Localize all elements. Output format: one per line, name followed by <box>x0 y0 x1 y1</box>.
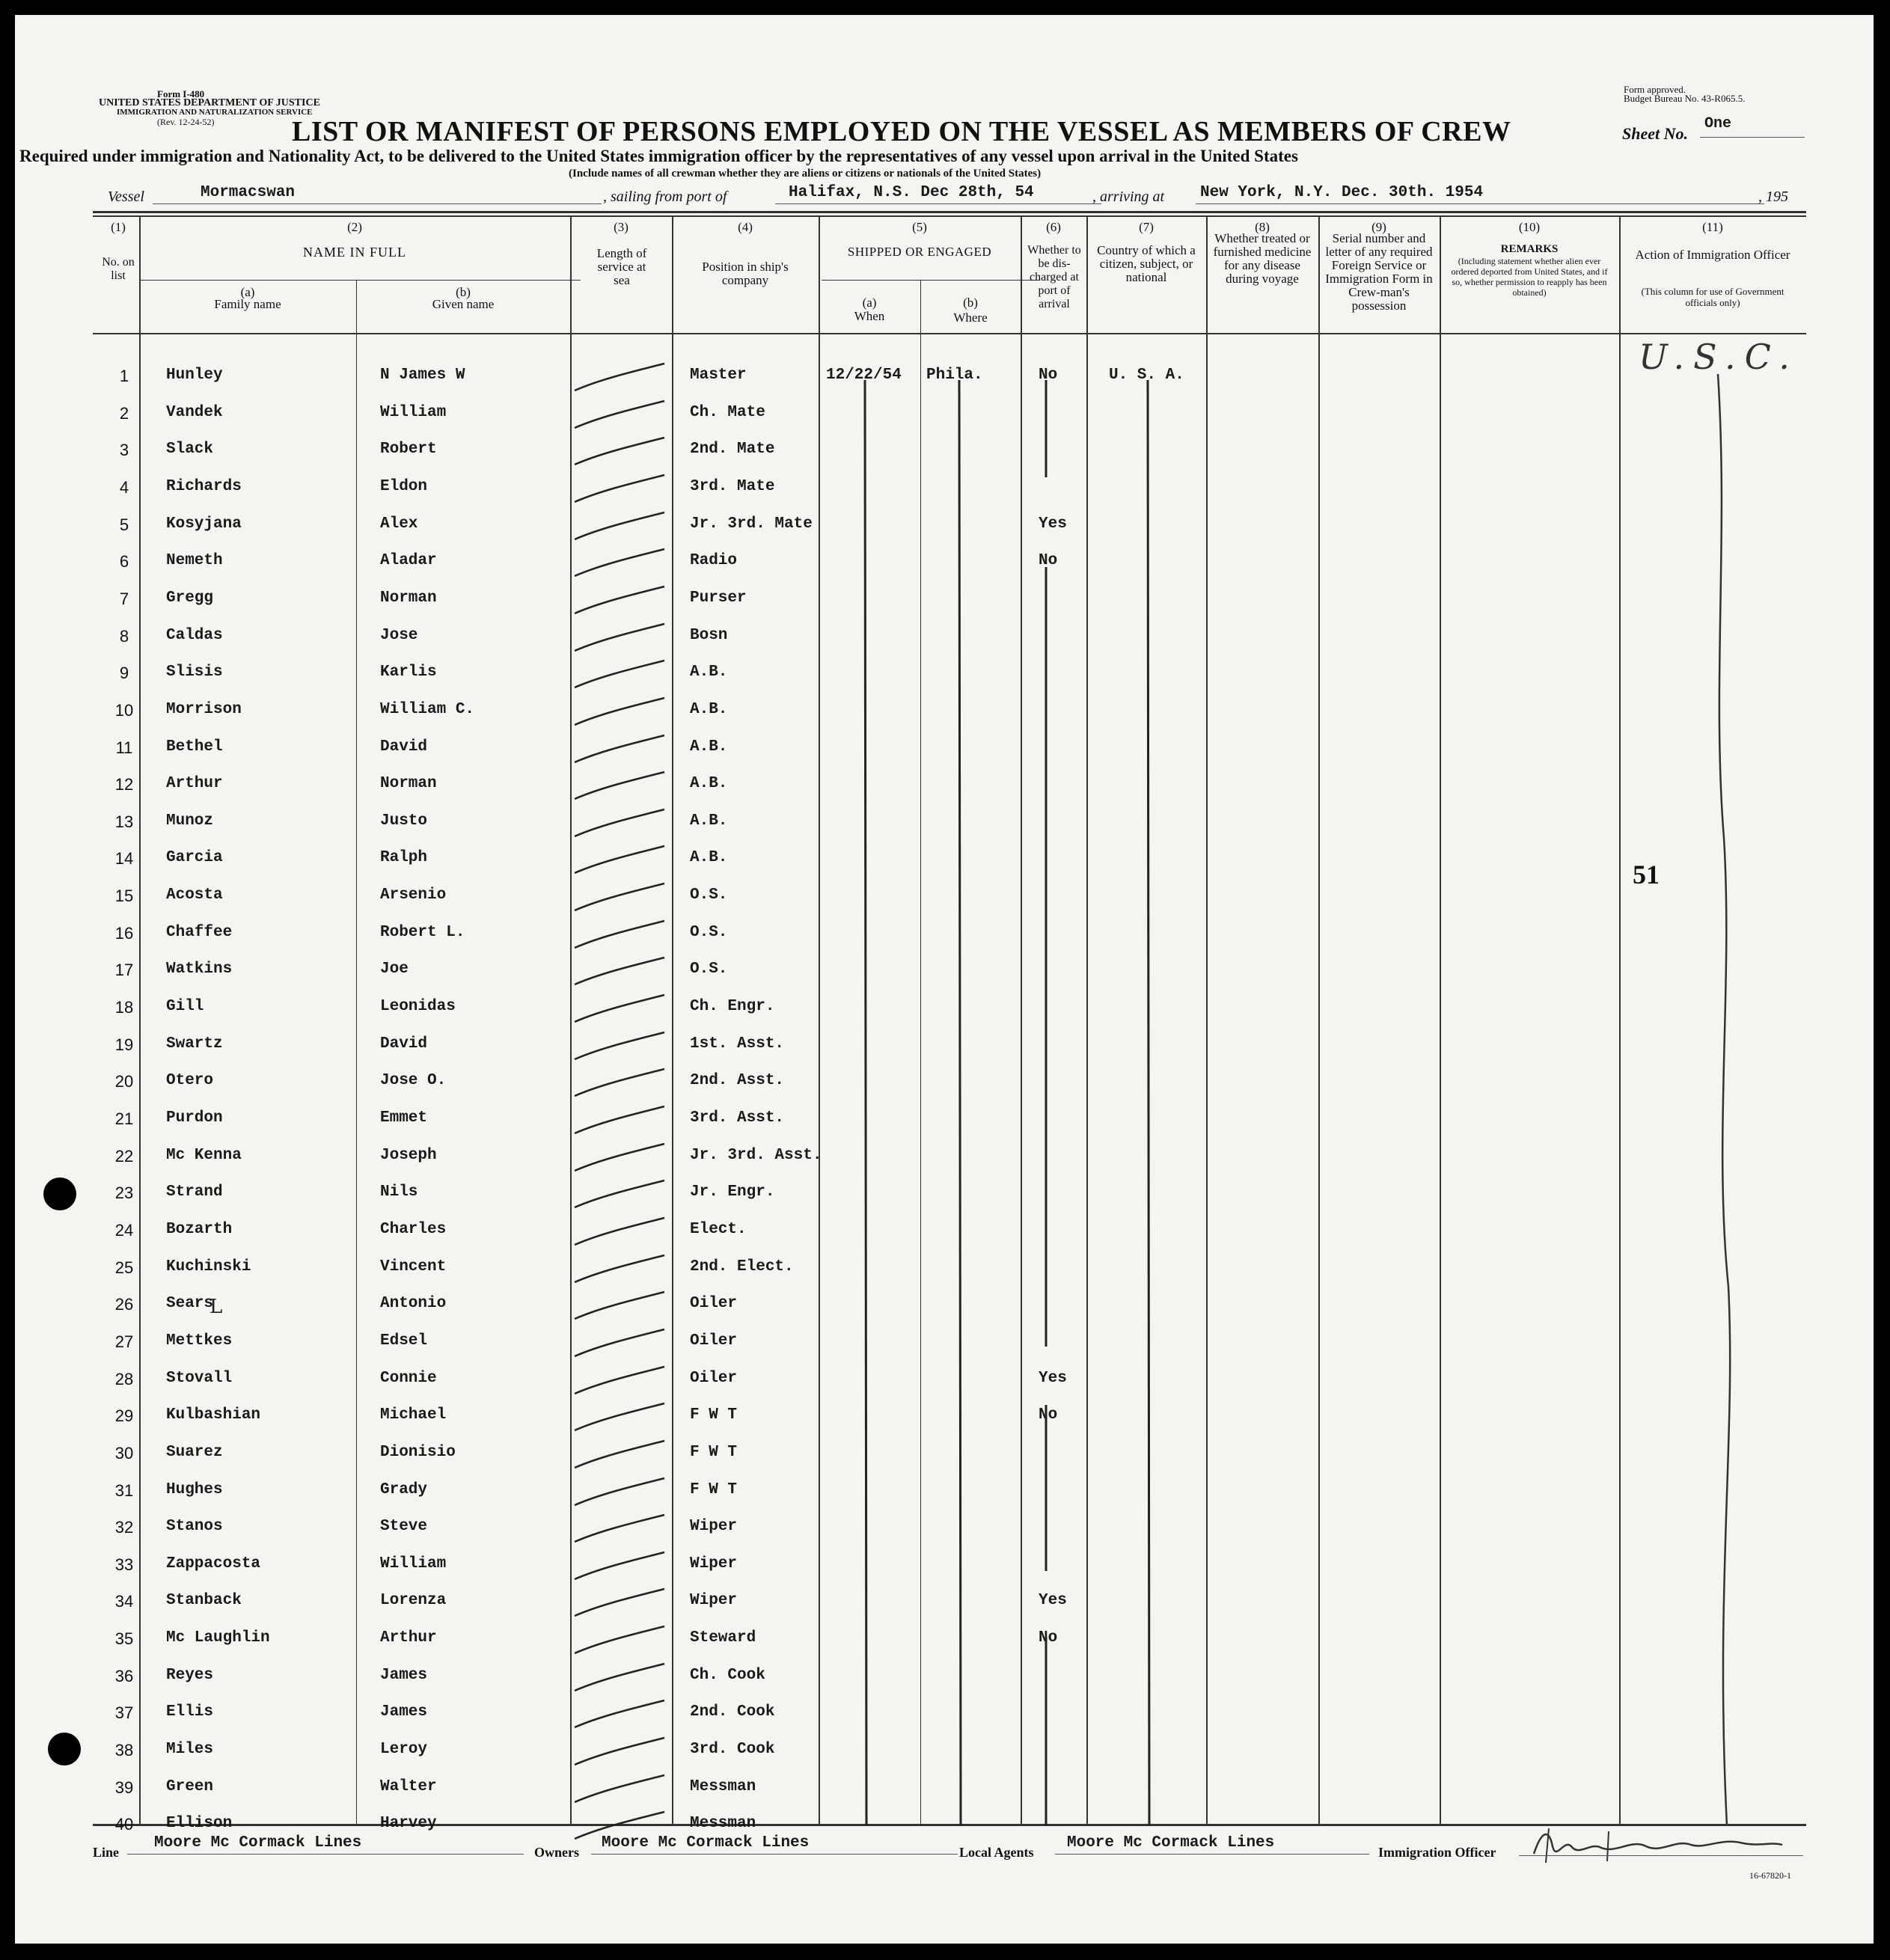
crew-no: 36 <box>114 1666 134 1685</box>
sheet-label: Sheet No. <box>1622 124 1688 143</box>
crew-family: Gill <box>166 998 204 1016</box>
agents-label: Local Agents <box>959 1845 1034 1860</box>
crew-position: Master <box>690 367 747 384</box>
crew-given: Connie <box>380 1369 437 1387</box>
crew-given: Edsel <box>380 1332 428 1350</box>
crew-given: N James W <box>380 367 465 384</box>
crew-given: Emmet <box>380 1109 428 1127</box>
header-remarks-note: (Including statement whether alien ever ordered deported from United States, and if so, whether permission to reapply has been obtained) <box>1451 256 1608 298</box>
crew-no: 7 <box>119 589 129 608</box>
crew-family: Zappacosta <box>166 1555 261 1572</box>
crew-family: Munoz <box>166 812 214 830</box>
crew-family: Morrison <box>166 700 242 718</box>
department: UNITED STATES DEPARTMENT OF JUSTICE <box>99 97 320 108</box>
crew-given: Robert L. <box>380 923 465 941</box>
crew-family: Mc Laughlin <box>166 1629 270 1647</box>
owners-underline <box>591 1854 958 1855</box>
crew-no: 6 <box>119 552 129 572</box>
crew-no: 13 <box>114 812 134 831</box>
crew-discharged: No <box>1039 1406 1058 1424</box>
crew-position: Oiler <box>690 1295 738 1313</box>
crew-position: 3rd. Asst. <box>690 1109 785 1127</box>
revision: (Rev. 12-24-52) <box>157 117 215 127</box>
crew-position: O.S. <box>690 961 728 979</box>
crew-position: Wiper <box>690 1555 738 1572</box>
officer-signature <box>1519 1824 1788 1869</box>
total-count: 51 <box>1633 860 1660 889</box>
line-underline <box>127 1854 524 1855</box>
crew-family: Kuchinski <box>166 1258 251 1275</box>
page-title: LIST OR MANIFEST OF PERSONS EMPLOYED ON THE VESSEL AS MEMBERS OF CREW <box>292 116 1511 147</box>
col-num-3: (3) <box>614 220 629 234</box>
crew-no: 34 <box>114 1592 134 1611</box>
crew-no: 14 <box>114 849 134 869</box>
crew-given: Michael <box>380 1406 447 1424</box>
crew-given: Justo <box>380 812 428 830</box>
col-num-4: (4) <box>738 220 753 234</box>
crew-position: 2nd. Elect. <box>690 1258 794 1275</box>
crew-given: James <box>380 1666 428 1684</box>
punch-hole-upper <box>43 1177 76 1210</box>
crew-given: Alex <box>380 515 418 533</box>
header-where: Where <box>953 310 988 325</box>
header-shipped-engaged: SHIPPED OR ENGAGED <box>847 245 992 259</box>
ditto-stroke-country <box>1148 380 1149 1825</box>
crew-position: Bosn <box>690 626 728 644</box>
vessel-label: Vessel <box>108 189 144 205</box>
crew-position: A.B. <box>690 664 728 682</box>
col-num-7: (7) <box>1139 220 1154 234</box>
crew-when: 12/22/54 <box>826 367 902 384</box>
crew-position: Oiler <box>690 1369 738 1387</box>
crew-position: F W T <box>690 1443 738 1461</box>
header-given-name: Given name <box>432 297 495 311</box>
crew-family: Arthur <box>166 775 223 793</box>
header-family-name: Family name <box>214 297 281 311</box>
owners-value: Moore Mc Cormack Lines <box>602 1834 810 1852</box>
crew-given: Grady <box>380 1480 428 1498</box>
crew-given: William <box>380 1555 447 1572</box>
crew-note: (Include names of all crewman whether they are aliens or citizens or nationals of the United States) <box>569 168 1042 180</box>
action-handwritten: U.S.C. <box>1639 337 1799 377</box>
crew-no: 35 <box>114 1629 134 1649</box>
crew-no: 33 <box>114 1555 134 1574</box>
crew-no: 16 <box>114 923 134 943</box>
arriving-at: New York, N.Y. Dec. 30th. 1954 <box>1200 184 1484 201</box>
crew-no: 26 <box>114 1295 134 1314</box>
crew-position: Radio <box>690 552 738 570</box>
crew-position: Wiper <box>690 1592 738 1610</box>
crew-given: Walter <box>380 1777 437 1795</box>
crew-no: 1 <box>119 367 129 385</box>
crew-no: 3 <box>119 441 129 460</box>
header-no-on-list: No. on list <box>102 256 135 282</box>
crew-position: 2nd. Asst. <box>690 1072 785 1090</box>
crew-discharged: Yes <box>1039 1369 1067 1387</box>
crew-no: 31 <box>114 1480 134 1500</box>
crew-family: Kosyjana <box>166 515 242 533</box>
crew-no: 40 <box>114 1815 134 1834</box>
agents-underline <box>1055 1854 1369 1855</box>
crew-no: 27 <box>114 1332 134 1351</box>
crew-family: Richards <box>166 477 242 495</box>
crew-given: Antonio <box>380 1295 447 1313</box>
crew-family: Stanos <box>166 1518 223 1536</box>
crew-family: Vandek <box>166 403 223 421</box>
crew-no: 12 <box>114 775 134 794</box>
crew-family: Reyes <box>166 1666 214 1684</box>
crew-family: Suarez <box>166 1443 223 1461</box>
budget-bureau: Budget Bureau No. 43-R065.5. <box>1624 93 1746 104</box>
col-num-9: (9) <box>1371 220 1386 234</box>
officer-label: Immigration Officer <box>1378 1845 1496 1860</box>
col-num-5: (5) <box>912 220 927 234</box>
crew-no: 32 <box>114 1518 134 1537</box>
crew-family: Swartz <box>166 1035 223 1053</box>
form-number: Form I-480 <box>157 88 205 99</box>
crew-given: Aladar <box>380 552 437 570</box>
crew-given: Dionisio <box>380 1443 456 1461</box>
crew-given: David <box>380 1035 428 1053</box>
header-length-of-service: Length of service at sea <box>596 246 647 287</box>
crew-position: O.S. <box>690 923 728 941</box>
l-mark: L <box>210 1296 223 1318</box>
crew-given: Joseph <box>380 1146 437 1164</box>
header-discharged: Whether to be dis-charged at port of arrival <box>1027 244 1081 310</box>
crew-given: Leroy <box>380 1741 428 1759</box>
crew-family: Sears <box>166 1295 214 1313</box>
crew-position: 1st. Asst. <box>690 1035 785 1053</box>
owners-label: Owners <box>534 1845 579 1860</box>
crew-no: 15 <box>114 886 134 906</box>
header-remarks-title: REMARKS <box>1500 243 1559 255</box>
crew-family: Stovall <box>166 1369 233 1387</box>
crew-family: Otero <box>166 1072 214 1090</box>
officer-underline <box>1519 1855 1803 1856</box>
crew-position: A.B. <box>690 849 728 867</box>
sheet-number: One <box>1704 115 1732 132</box>
crew-family: Bethel <box>166 738 223 756</box>
col-num-6: (6) <box>1046 220 1061 234</box>
crew-given: Ralph <box>380 849 428 867</box>
crew-given: Karlis <box>380 664 437 682</box>
crew-no: 29 <box>114 1406 134 1426</box>
form-approved: Form approved. <box>1624 84 1686 95</box>
ditto-stroke-action <box>1718 374 1730 1825</box>
header-when: When <box>854 309 885 323</box>
crew-given: Eldon <box>380 477 428 495</box>
crew-given: Arthur <box>380 1629 437 1647</box>
crew-family: Chaffee <box>166 923 233 941</box>
crew-given: Arsenio <box>380 886 447 904</box>
ditto-stroke-when <box>865 380 866 1825</box>
crew-position: Ch. Cook <box>690 1666 765 1684</box>
crew-position: Jr. 3rd. Mate <box>690 515 813 533</box>
crew-family: Purdon <box>166 1109 223 1127</box>
crew-position: A.B. <box>690 812 728 830</box>
crew-given: Jose O. <box>380 1072 447 1090</box>
crew-given: Norman <box>380 589 437 607</box>
crew-position: F W T <box>690 1480 738 1498</box>
crew-no: 39 <box>114 1777 134 1797</box>
crew-given: Nils <box>380 1183 418 1201</box>
vessel-name: Mormacswan <box>201 184 296 201</box>
crew-discharged: No <box>1039 1629 1058 1647</box>
crew-no: 18 <box>114 998 134 1017</box>
crew-given: Leonidas <box>380 998 456 1016</box>
crew-where: Phila. <box>926 367 983 384</box>
crew-no: 10 <box>114 700 134 720</box>
crew-no: 5 <box>119 515 129 534</box>
ditto-strokes <box>15 15 1874 1944</box>
crew-position: F W T <box>690 1406 738 1424</box>
agents-value: Moore Mc Cormack Lines <box>1067 1834 1275 1852</box>
col-num-1: (1) <box>111 220 126 234</box>
sailing-label: , sailing from port of <box>603 189 727 205</box>
crew-given: William C. <box>380 700 475 718</box>
crew-position: 2nd. Cook <box>690 1703 775 1721</box>
crew-family: Garcia <box>166 849 223 867</box>
crew-no: 23 <box>114 1183 134 1203</box>
punch-hole-lower <box>48 1733 81 1765</box>
crew-family: Green <box>166 1777 214 1795</box>
crew-discharged: No <box>1039 367 1058 384</box>
header-family-letter: (a) <box>240 285 255 299</box>
col-num-8: (8) <box>1255 220 1270 234</box>
header-treated: Whether treated or furnished medicine for any disease during voyage <box>1213 231 1312 286</box>
crew-no: 30 <box>114 1443 134 1463</box>
crew-family: Acosta <box>166 886 223 904</box>
crew-family: Strand <box>166 1183 223 1201</box>
crew-position: 3rd. Cook <box>690 1741 775 1759</box>
crew-family: Nemeth <box>166 552 223 570</box>
crew-given: Norman <box>380 775 437 793</box>
col-num-11: (11) <box>1702 220 1723 234</box>
crew-position: Oiler <box>690 1332 738 1350</box>
crew-no: 24 <box>114 1220 134 1240</box>
crew-position: Jr. Engr. <box>690 1183 775 1201</box>
crew-family: Stanback <box>166 1592 242 1610</box>
header-serial: Serial number and letter of any required Foreign Service or Immigration Form in Crew-man's possession <box>1325 231 1433 313</box>
crew-given: Charles <box>380 1220 447 1238</box>
crew-no: 21 <box>114 1109 134 1128</box>
crew-no: 20 <box>114 1072 134 1091</box>
ditto-stroke-where <box>959 380 961 1825</box>
crew-no: 28 <box>114 1369 134 1388</box>
manifest-sheet <box>15 15 1874 1944</box>
crew-family: Ellis <box>166 1703 214 1721</box>
service: IMMIGRATION AND NATURALIZATION SERVICE <box>117 108 313 117</box>
crew-family: Gregg <box>166 589 214 607</box>
year-label: , 195 <box>1758 189 1788 205</box>
arriving-label: , arriving at <box>1092 189 1165 205</box>
crew-position: 3rd. Mate <box>690 477 775 495</box>
crew-given: William <box>380 403 447 421</box>
header-action: Action of Immigration Officer <box>1635 248 1790 262</box>
crew-no: 2 <box>119 403 129 423</box>
crew-family: Watkins <box>166 961 233 979</box>
crew-family: Hughes <box>166 1480 223 1498</box>
print-code: 16-67820-1 <box>1749 1870 1791 1881</box>
crew-discharged: Yes <box>1039 515 1067 533</box>
crew-position: Messman <box>690 1815 756 1833</box>
crew-family: Ellison <box>166 1815 233 1833</box>
col-num-2: (2) <box>347 220 362 234</box>
crew-position: Jr. 3rd. Asst. <box>690 1146 822 1164</box>
header-position: Position in ship's company <box>702 260 789 287</box>
crew-no: 8 <box>119 626 129 646</box>
header-action-note: (This column for use of Government officials only) <box>1641 286 1785 308</box>
crew-no: 37 <box>114 1703 134 1723</box>
crew-no: 25 <box>114 1258 134 1277</box>
crew-family: Caldas <box>166 626 223 644</box>
crew-family: Bozarth <box>166 1220 233 1238</box>
header-when-letter: (a) <box>862 295 877 310</box>
crew-no: 19 <box>114 1035 134 1054</box>
header-name-in-full: NAME IN FULL <box>303 245 406 260</box>
crew-no: 4 <box>119 477 129 497</box>
crew-given: David <box>380 738 428 756</box>
crew-family: Mc Kenna <box>166 1146 242 1164</box>
crew-family: Miles <box>166 1741 214 1759</box>
crew-position: Ch. Mate <box>690 403 765 421</box>
crew-position: Steward <box>690 1629 756 1647</box>
crew-position: 2nd. Mate <box>690 441 775 459</box>
header-where-letter: (b) <box>963 295 978 310</box>
crew-discharged: Yes <box>1039 1592 1067 1610</box>
header-country: Country of which a citizen, subject, or national <box>1097 243 1196 284</box>
crew-position: A.B. <box>690 700 728 718</box>
crew-position: Purser <box>690 589 747 607</box>
crew-given: Harvey <box>380 1815 437 1833</box>
crew-family: Kulbashian <box>166 1406 261 1424</box>
crew-position: Elect. <box>690 1220 747 1238</box>
crew-given: Lorenza <box>380 1592 447 1610</box>
header-given-letter: (b) <box>456 285 471 299</box>
subtitle: Required under immigration and Nationality Act, to be delivered to the United States immigration officer by the representatives of any vessel upon arrival in the United States <box>19 147 1298 165</box>
crew-no: 38 <box>114 1741 134 1760</box>
crew-given: Jose <box>380 626 418 644</box>
crew-no: 22 <box>114 1146 134 1166</box>
crew-discharged: No <box>1039 552 1058 570</box>
crew-position: Messman <box>690 1777 756 1795</box>
col-num-10: (10) <box>1518 220 1541 234</box>
crew-given: Steve <box>380 1518 428 1536</box>
crew-given: Vincent <box>380 1258 447 1275</box>
crew-family: Slisis <box>166 664 223 682</box>
crew-given: Joe <box>380 961 409 979</box>
crew-country: U. S. A. <box>1109 367 1184 384</box>
crew-no: 11 <box>115 738 133 757</box>
crew-position: A.B. <box>690 775 728 793</box>
crew-position: A.B. <box>690 738 728 756</box>
crew-given: James <box>380 1703 428 1721</box>
line-label: Line <box>93 1845 120 1860</box>
crew-no: 17 <box>114 961 134 980</box>
crew-no: 9 <box>119 664 129 683</box>
crew-family: Hunley <box>166 367 223 384</box>
ditto-stroke-discharged-2 <box>1045 567 1046 1347</box>
crew-family: Mettkes <box>166 1332 233 1350</box>
crew-given: Robert <box>380 441 437 459</box>
crew-position: Wiper <box>690 1518 738 1536</box>
crew-position: Ch. Engr. <box>690 998 775 1016</box>
crew-position: O.S. <box>690 886 728 904</box>
sailing-from: Halifax, N.S. Dec 28th, 54 <box>789 184 1034 201</box>
line-value: Moore Mc Cormack Lines <box>154 1834 362 1852</box>
crew-family: Slack <box>166 441 214 459</box>
